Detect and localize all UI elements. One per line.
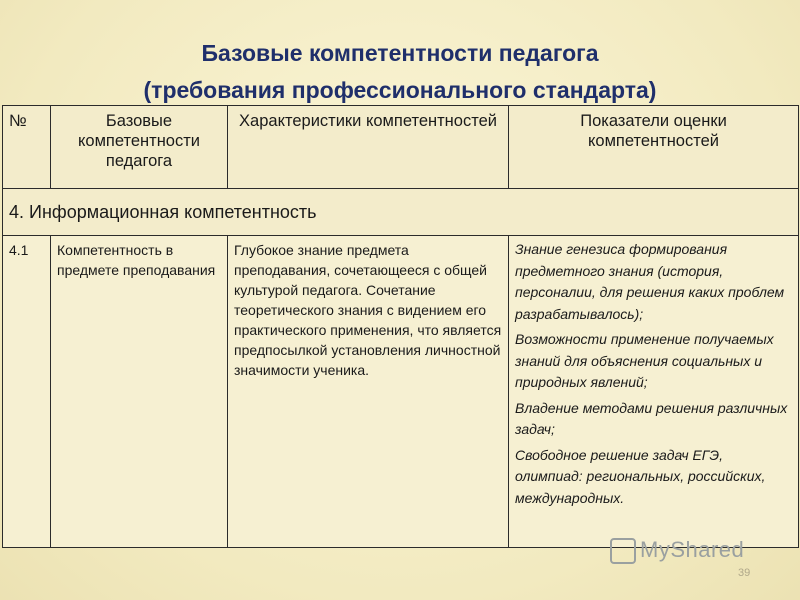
indicator-item: Возможности применение получаемых знаний для объяснения социальных и природных явлений; [515, 331, 774, 390]
section-title: 4. Информационная компетентность [3, 189, 799, 236]
table-row [3, 236, 799, 548]
watermark-text: MyShared [640, 537, 745, 562]
indicator-item: Свободное решение задач ЕГЭ, олимпиад: региональных, российских, международных. [515, 446, 766, 506]
competence-table [2, 105, 799, 548]
table-header-row [3, 106, 799, 189]
presentation-icon [610, 538, 636, 564]
page-number: 39 [738, 567, 751, 579]
indicator-item: Знание генезиса формирования предметного знания (история, персоналии, для решения каких проблем разрабатывалось); [515, 241, 785, 322]
row-indicators [509, 236, 799, 548]
slide-title-line2: (требования профессионального стандарта) [143, 77, 657, 103]
slide-title-line1: Базовые компетентности педагога [201, 40, 599, 66]
row-characteristics: Глубокое знание предмета преподавания, сочетающееся с общей культурой педагога. Сочетание теоретического знания с видением его практического применения, что является предпосылкой установления личностной значимости ученика. [228, 236, 509, 548]
row-competence: Компетентность в предмете преподавания [51, 236, 228, 548]
header-num: № [3, 106, 51, 189]
section-row [3, 189, 799, 236]
header-characteristics: Характеристики компетентностей [228, 106, 509, 189]
header-competence: Базовые компетентности педагога [51, 106, 228, 189]
row-num: 4.1 [3, 236, 51, 548]
header-indicators: Показатели оценки компетентностей [509, 106, 799, 189]
indicator-item: Владение методами решения различных задач; [515, 399, 788, 437]
watermark [610, 537, 744, 564]
